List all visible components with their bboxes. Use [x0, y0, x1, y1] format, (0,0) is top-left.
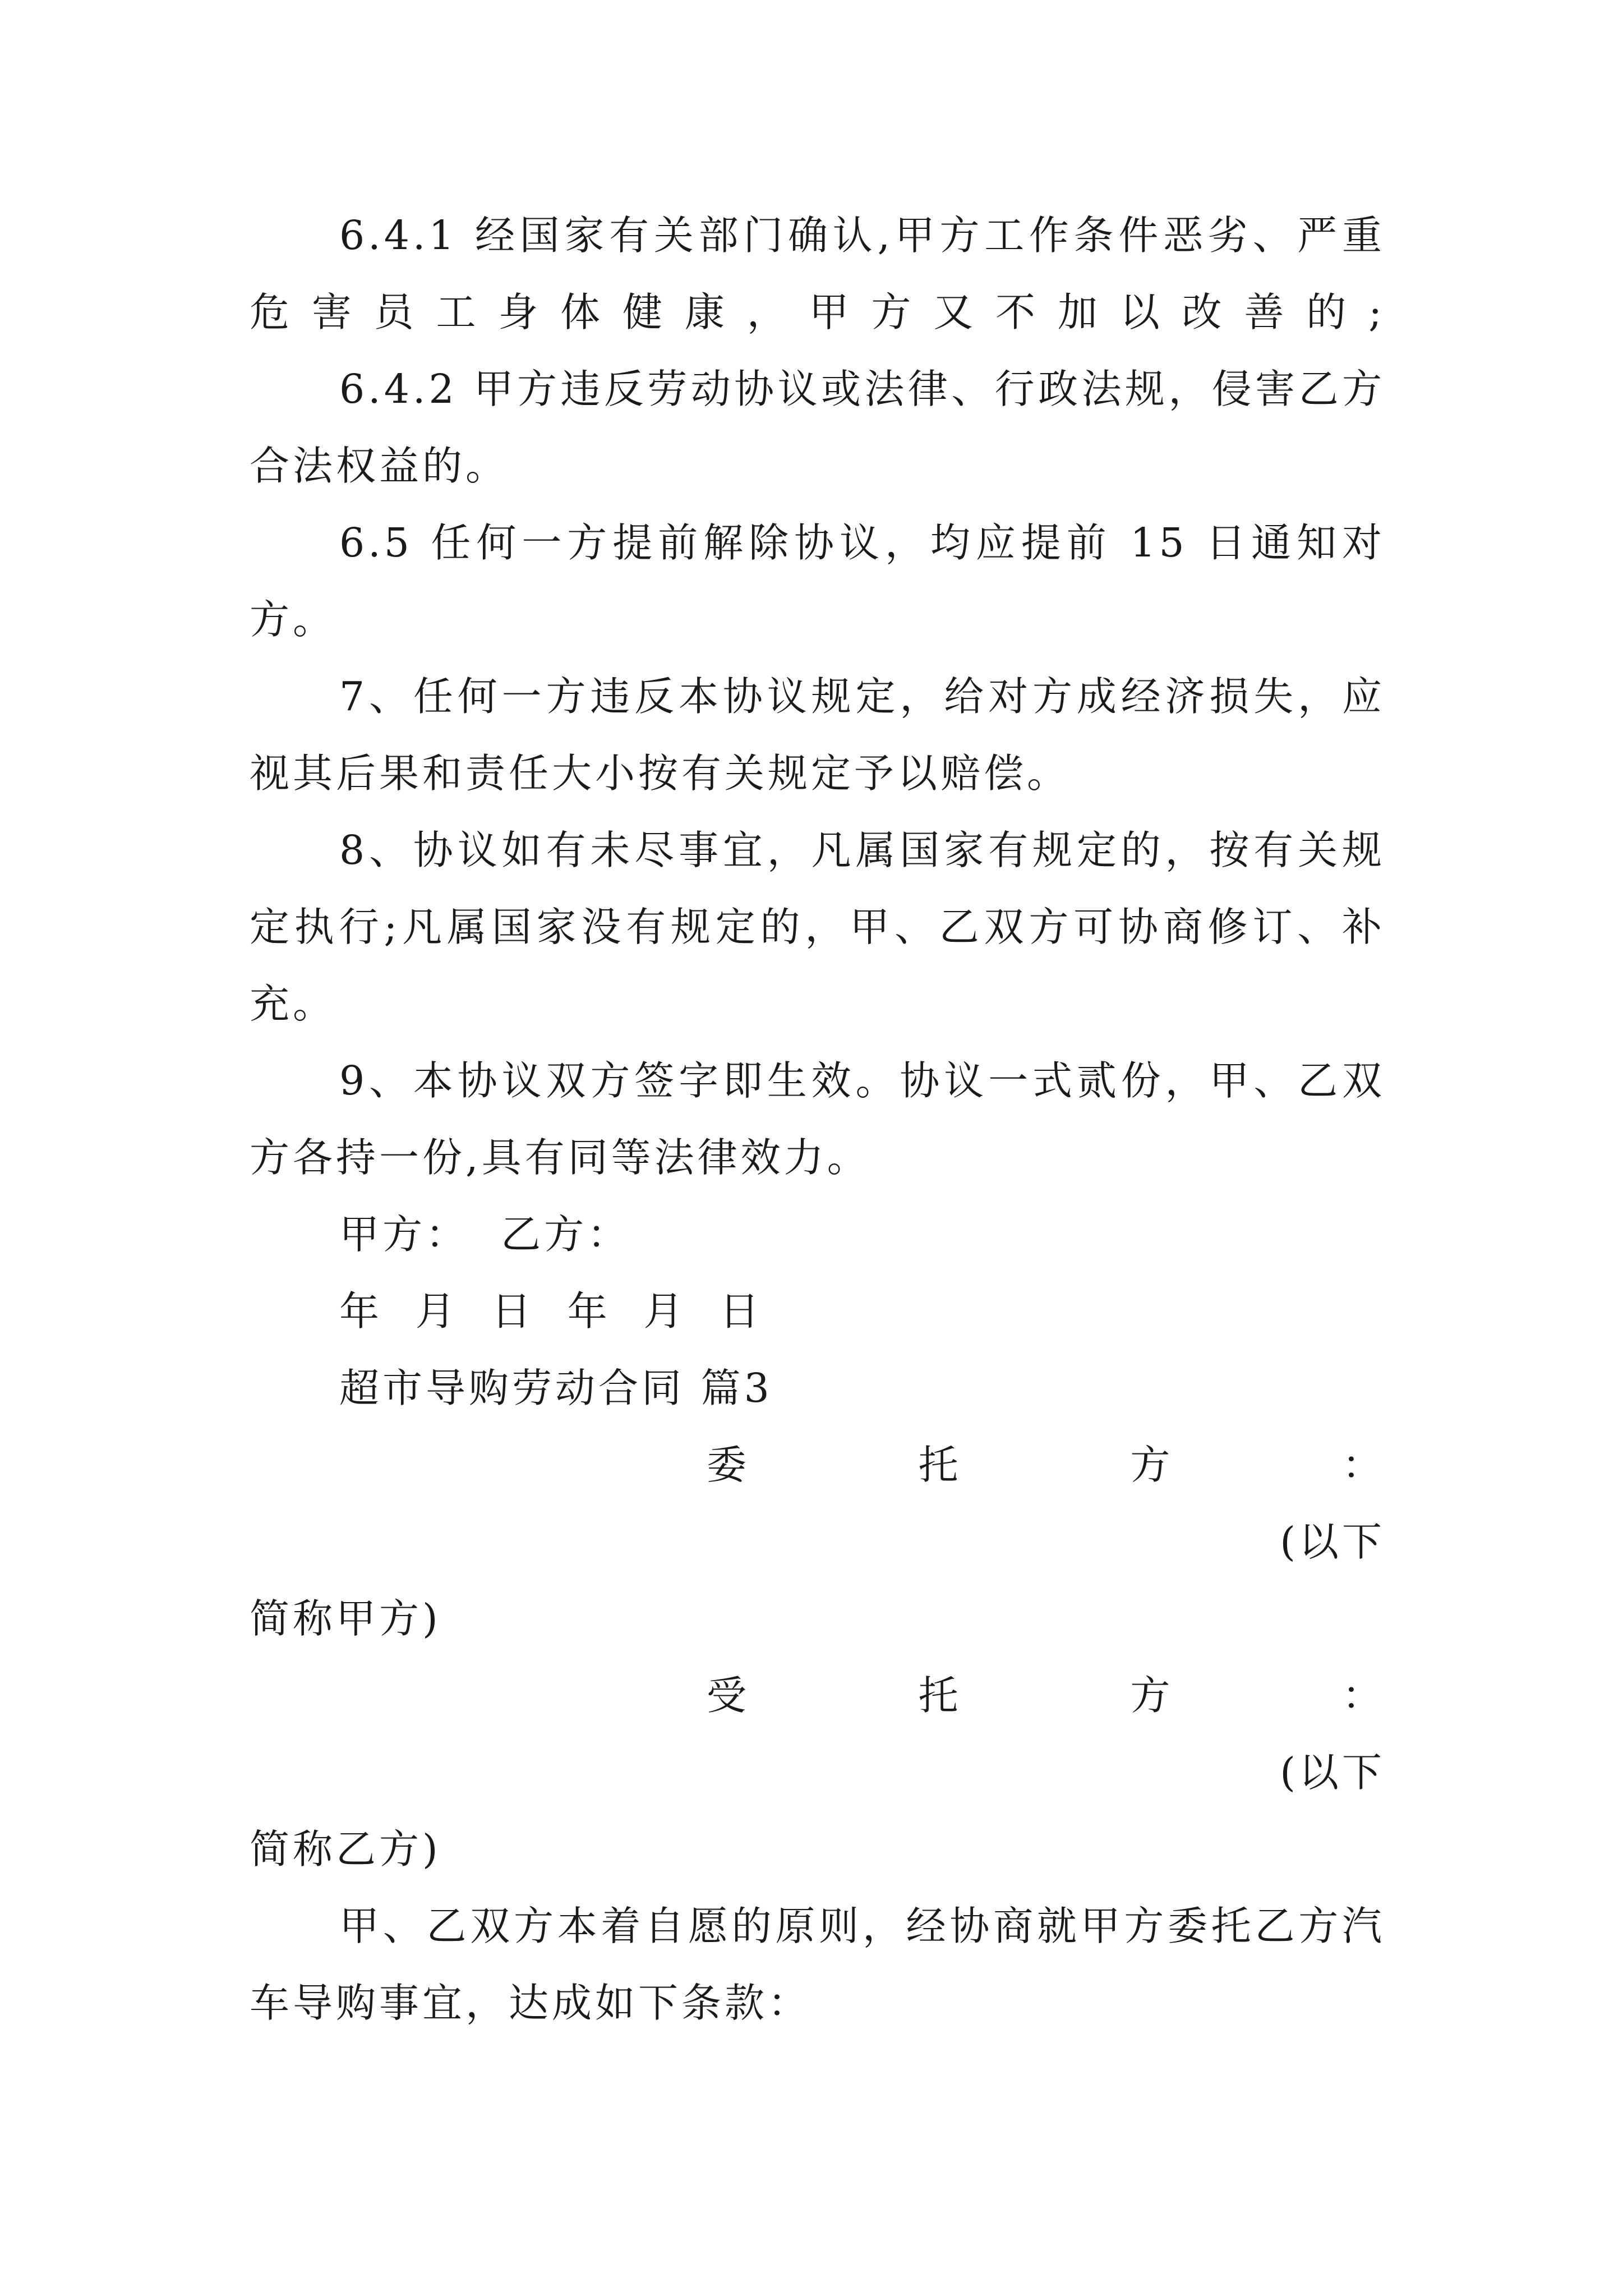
paragraph-line: 方。 — [250, 596, 336, 643]
signature-parties: 甲方： 乙方： — [339, 1211, 631, 1258]
weituo-char: ： — [1341, 1442, 1385, 1488]
shoutuo-row — [250, 1671, 1385, 1721]
paragraph-line: 车导购事宜，达成如下条款： — [250, 1980, 811, 2026]
signature-dates: 年 月 日 年 月 日 — [339, 1288, 763, 1335]
shoutuo-char: 托 — [918, 1672, 962, 1719]
paragraph-line: 简称甲方) — [250, 1595, 441, 1642]
weituo-char: 方 — [1130, 1442, 1174, 1488]
paragraph-line: 定执行;凡属国家没有规定的，甲、乙双方可协商修订、补 — [250, 904, 1385, 950]
paragraph-line: (以下 — [1280, 1519, 1385, 1565]
section-heading: 超市导购劳动合同 篇3 — [339, 1365, 773, 1411]
paragraph-line: 6.4.1 经国家有关部门确认,甲方工作条件恶劣、严重 — [339, 212, 1385, 259]
shoutuo-char: 方 — [1130, 1672, 1174, 1719]
paragraph-line: 6.4.2 甲方违反劳动协议或法律、行政法规，侵害乙方 — [339, 366, 1385, 412]
paragraph-line: 8、协议如有未尽事宜，凡属国家有规定的，按有关规 — [339, 827, 1385, 873]
shoutuo-char: ： — [1341, 1672, 1385, 1719]
weituo-char: 委 — [707, 1442, 750, 1488]
paragraph-line: 6.5 任何一方提前解除协议，均应提前 15 日通知对 — [339, 519, 1385, 566]
weituo-row — [250, 1440, 1385, 1490]
shoutuo-char: 受 — [707, 1672, 750, 1719]
paragraph-line: 7、任何一方违反本协议规定，给对方成经济损失，应 — [339, 673, 1385, 720]
paragraph-line: 简称乙方) — [250, 1826, 441, 1872]
paragraph-line: 甲、乙双方本着自愿的原则，经协商就甲方委托乙方汽 — [339, 1903, 1385, 1949]
weituo-char: 托 — [918, 1442, 962, 1488]
paragraph-line: 合法权益的。 — [250, 443, 509, 489]
paragraph-line: 视其后果和责任大小按有关规定予以赔偿。 — [250, 750, 1071, 797]
paragraph-line: 充。 — [250, 981, 336, 1027]
paragraph-line: 方各持一份,具有同等法律效力。 — [250, 1134, 870, 1181]
paragraph-line: 危害员工身体健康，甲方又不加以改善的; — [250, 289, 1385, 335]
paragraph-line: 9、本协议双方签字即生效。协议一式贰份，甲、乙双 — [339, 1057, 1385, 1104]
paragraph-line: (以下 — [1280, 1749, 1385, 1796]
